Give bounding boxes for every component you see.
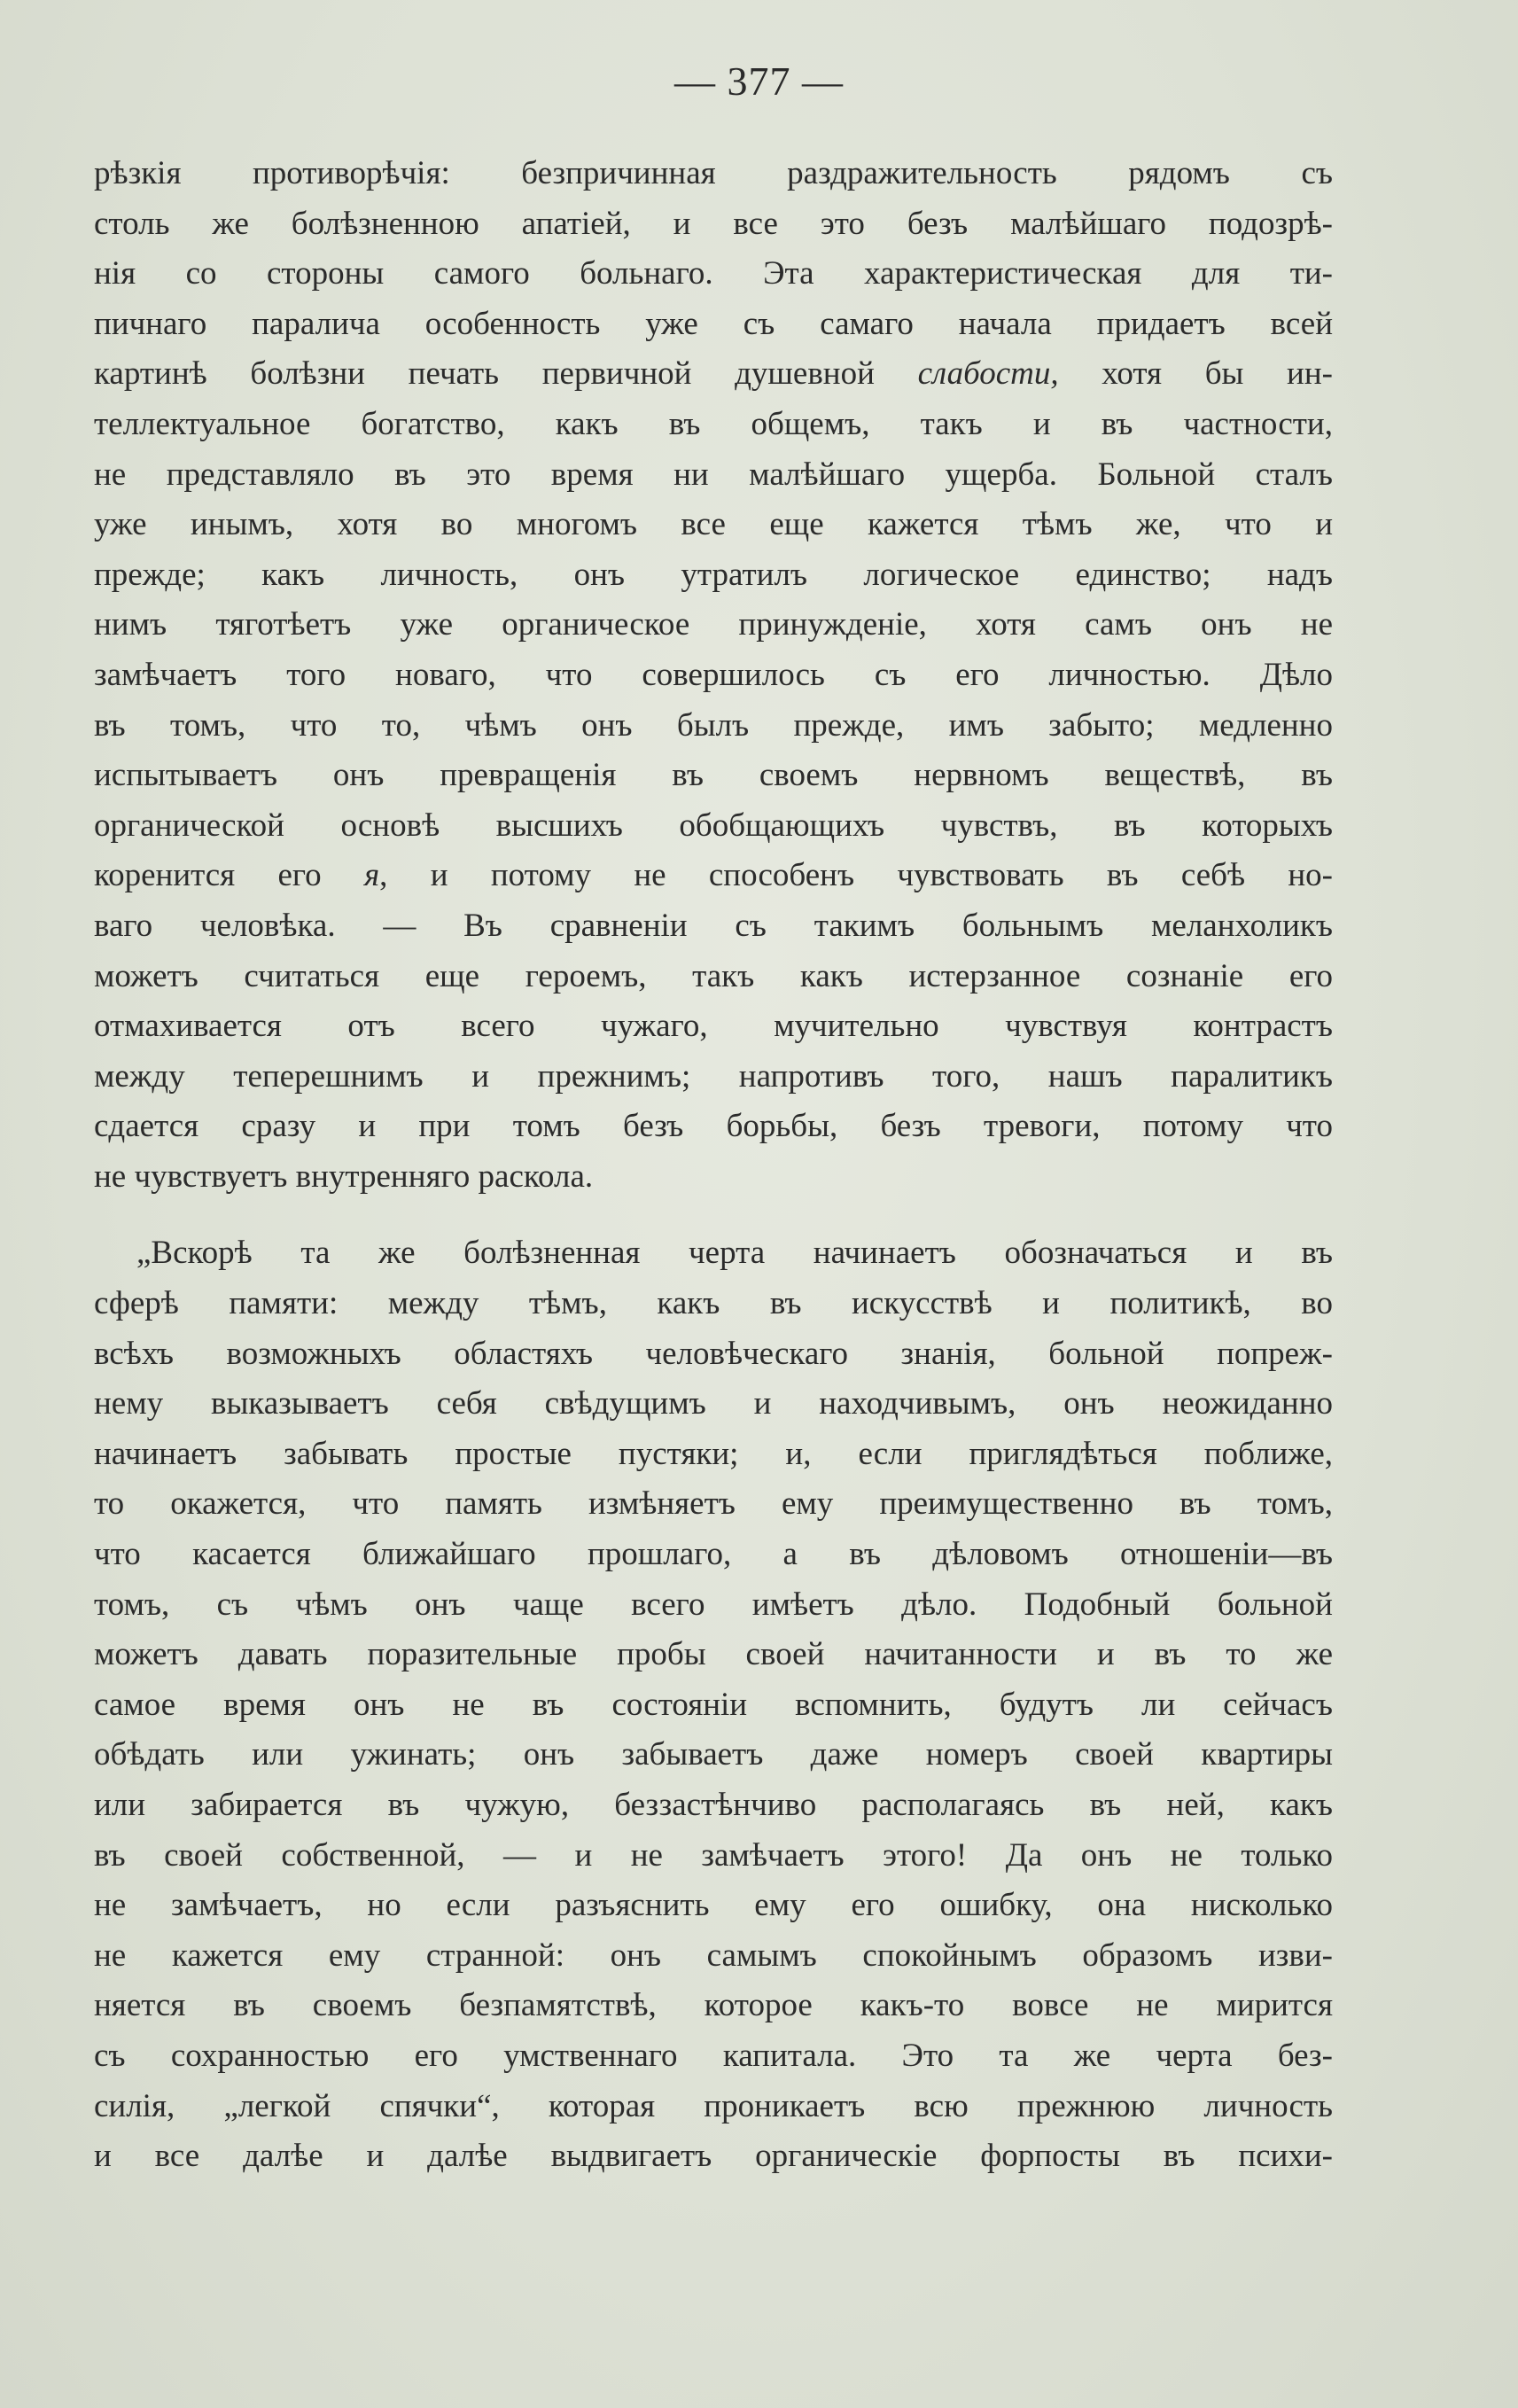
text-line: нему выказываетъ себя свѣдущимъ и находчивымъ, онъ неожиданно [94,1385,1333,1422]
text-line: замѣчаетъ того новаго, что совершилось съ его личностью. Дѣло [94,656,1333,693]
text-line: съ сохранностью его умственнаго капитала. Это та же черта без- [94,2037,1333,2074]
paragraph-2 [94,1228,1333,2181]
text-line: пичнаго паралича особенность уже съ самаго начала придаетъ всей [94,305,1333,342]
text-line: „Вскорѣ та же болѣзненная черта начинаетъ обозначаться и въ [136,1235,1333,1272]
paragraph-gap [94,1202,1333,1228]
text-line: прежде; какъ личность, онъ утратилъ логическое единство; надъ [94,556,1333,593]
text-line: столь же болѣзненною апатіей, и все это безъ малѣйшаго подозрѣ- [94,205,1333,242]
text-line: отмахивается отъ всего чужаго, мучительно чувствуя контрастъ [94,1008,1333,1045]
text-line: можетъ давать поразительные пробы своей начитанности и въ то же [94,1636,1333,1673]
text-line: въ томъ, что то, чѣмъ онъ былъ прежде, имъ забыто; медленно [94,706,1333,744]
text-line: обѣдать или ужинать; онъ забываетъ даже номеръ своей квартиры [94,1736,1333,1773]
text-line: испытываетъ онъ превращенія въ своемъ нервномъ веществѣ, въ [94,757,1333,794]
text-line: нимъ тяготѣетъ уже органическое принужденіе, хотя самъ онъ не [94,606,1333,643]
text-line: органической основѣ высшихъ обобщающихъ чувствъ, въ которыхъ [94,807,1333,844]
text-line: не замѣчаетъ, но если разъяснить ему его ошибку, она нисколько [94,1887,1333,1924]
text-line: уже инымъ, хотя во многомъ все еще кажется тѣмъ же, что и [94,506,1333,543]
text-line: сферѣ памяти: между тѣмъ, какъ въ искусствѣ и политикѣ, во [94,1285,1333,1322]
text-line: сдается сразу и при томъ безъ борьбы, безъ тревоги, потому что [94,1108,1333,1145]
text-line: что касается ближайшаго прошлаго, а въ дѣловомъ отношеніи—въ [94,1536,1333,1573]
text-line: томъ, съ чѣмъ онъ чаще всего имѣетъ дѣло. Подобный больной [94,1586,1333,1623]
text-line: силія, „легкой спячки“, которая проникаетъ всю прежнюю личность [94,2087,1333,2124]
text-line: то окажется, что память измѣняетъ ему преимущественно въ томъ, [94,1485,1333,1523]
text-line: или забирается въ чужую, беззастѣнчиво располагаясь въ ней, какъ [94,1787,1333,1823]
text-line: теллектуальное богатство, какъ въ общемъ, такъ и въ частности, [94,405,1333,442]
text-line: начинаетъ забывать простые пустяки; и, если приглядѣться поближе, [94,1435,1333,1472]
text-line: самое время онъ не въ состояніи вспомнить, будутъ ли сейчасъ [94,1686,1333,1723]
paragraph-1 [94,149,1333,1202]
text-line: не чувствуетъ внутренняго раскола. [94,1157,594,1195]
text-line: нія со стороны самого больнаго. Эта характеристическая для ти- [94,255,1333,292]
text-line: и все далѣе и далѣе выдвигаетъ органическіе форпосты въ психи- [94,2138,1333,2175]
text-line: рѣзкія противорѣчія: безпричинная раздражительность рядомъ съ [94,155,1333,191]
body-text [94,149,1333,2182]
text-line: всѣхъ возможныхъ областяхъ человѣческаго знанія, больной попреж- [94,1335,1333,1372]
text-line: няется въ своемъ безпамятствѣ, которое какъ-то вовсе не мирится [94,1987,1333,2024]
text-line: не представляло въ это время ни малѣйшаго ущерба. Больной сталъ [94,456,1333,493]
text-line: не кажется ему странной: онъ самымъ спокойнымъ образомъ изви- [94,1937,1333,1974]
page-number: — 377 — [674,58,844,104]
text-line: можетъ считаться еще героемъ, такъ какъ истерзанное сознаніе его [94,957,1333,994]
text-line: коренится его я, и потому не способенъ чувствовать въ себѣ но- [94,857,1333,894]
text-line: ваго человѣка. — Въ сравненіи съ такимъ больнымъ меланхоликъ [94,907,1333,944]
text-line: картинѣ болѣзни печать первичной душевной слабости, хотя бы ин- [94,355,1333,393]
text-line: въ своей собственной, — и не замѣчаетъ этого! Да онъ не только [94,1836,1333,1874]
text-line: между теперешнимъ и прежнимъ; напротивъ того, нашъ паралитикъ [94,1057,1333,1095]
